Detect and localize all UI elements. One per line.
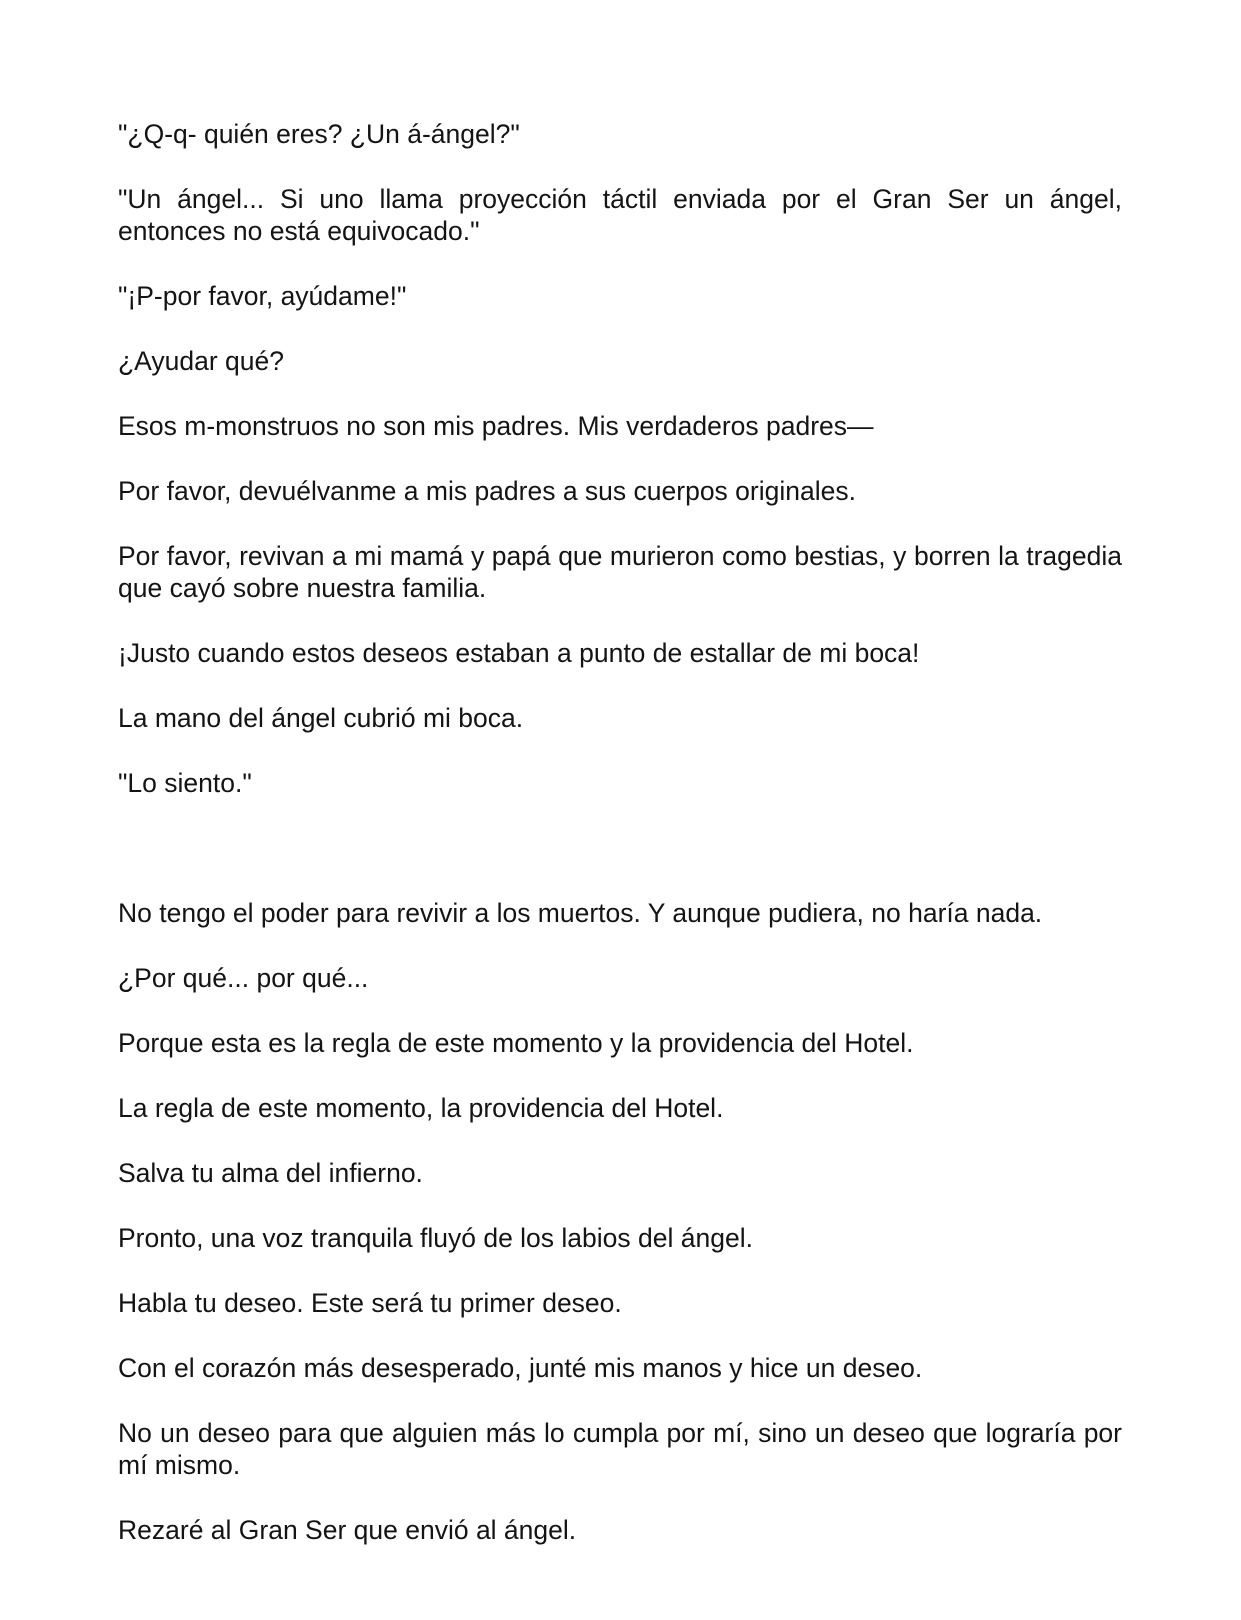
paragraph: Esos m-monstruos no son mis padres. Mis verdaderos padres— xyxy=(118,411,874,441)
paragraph: Habla tu deseo. Este será tu primer deseo. xyxy=(118,1288,622,1318)
paragraph: No tengo el poder para revivir a los muertos. Y aunque pudiera, no haría nada. xyxy=(118,898,1043,928)
paragraph: ¡Justo cuando estos deseos estaban a punto de estallar de mi boca! xyxy=(118,638,920,668)
paragraph: ¿Por qué... por qué... xyxy=(118,963,369,993)
paragraph: Por favor, revivan a mi mamá y papá que murieron como bestias, y borren la tragedia que cayó sobre nuestra familia. xyxy=(118,541,1122,603)
text-column xyxy=(118,118,1122,1546)
paragraph: "¿Q-q- quién eres? ¿Un á-ángel?" xyxy=(118,119,520,149)
paragraph: "¡P-por favor, ayúdame!" xyxy=(118,281,407,311)
paragraph: Salva tu alma del infierno. xyxy=(118,1158,423,1188)
paragraph: Por favor, devuélvanme a mis padres a sus cuerpos originales. xyxy=(118,476,856,506)
paragraph: ¿Ayudar qué? xyxy=(118,346,284,376)
paragraph: Porque esta es la regla de este momento y la providencia del Hotel. xyxy=(118,1028,914,1058)
paragraph: Pronto, una voz tranquila fluyó de los labios del ángel. xyxy=(118,1223,753,1253)
paragraph: Rezaré al Gran Ser que envió al ángel. xyxy=(118,1515,577,1545)
paragraph: "Lo siento." xyxy=(118,768,252,798)
paragraph: "Un ángel... Si uno llama proyección táctil enviada por el Gran Ser un ángel, entonces no está equivocado." xyxy=(118,184,1122,246)
paragraph: Con el corazón más desesperado, junté mis manos y hice un deseo. xyxy=(118,1353,923,1383)
paragraph: La mano del ángel cubrió mi boca. xyxy=(118,703,524,733)
paragraph: No un deseo para que alguien más lo cumpla por mí, sino un deseo que lograría por mí mismo. xyxy=(118,1418,1122,1480)
paragraph: La regla de este momento, la providencia del Hotel. xyxy=(118,1093,724,1123)
